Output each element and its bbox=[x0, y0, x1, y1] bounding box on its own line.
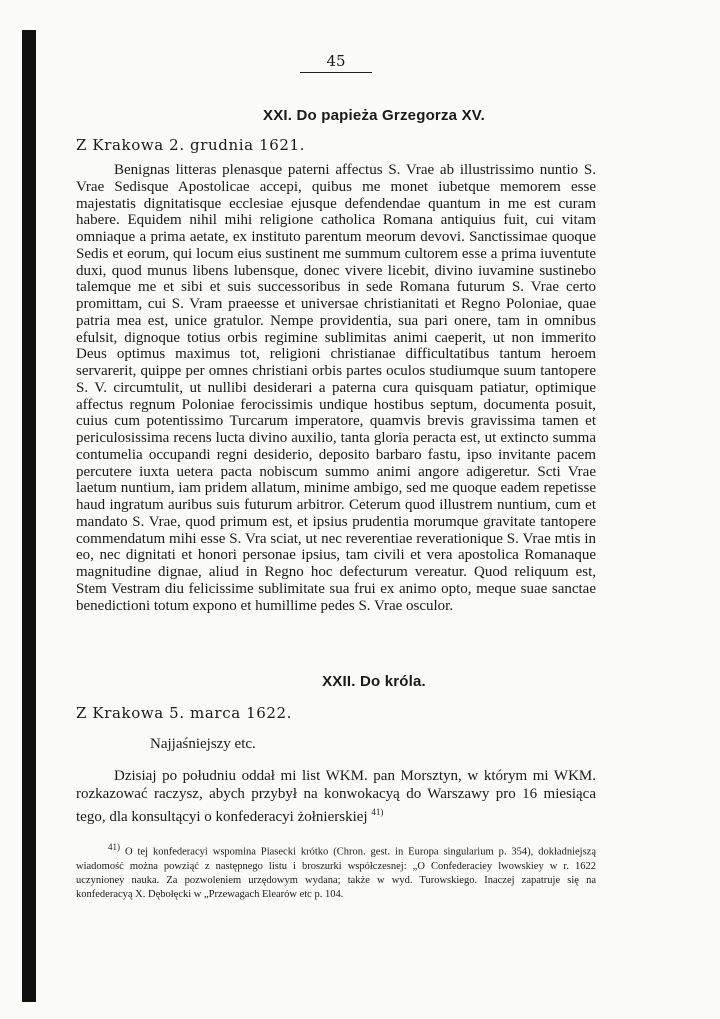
letter-21-heading: XXI. Do papieża Grzegorza XV. bbox=[263, 107, 485, 124]
footnote-reference: 41) bbox=[371, 807, 384, 817]
letter-22-heading: XXII. Do króla. bbox=[322, 673, 426, 690]
letter-22-body-text: Dzisiaj po południu oddał mi list WKM. pan Morsztyn, w którym mi WKM. rozkazować raczysz, abych przybył na konwokacyą do Warszawy pro 16 miesiąca tego, dla konsultącyi o konfederacyi żołnierskiej bbox=[76, 768, 596, 825]
letter-22-body bbox=[76, 767, 596, 826]
scan-edge-bar bbox=[22, 30, 36, 1002]
letter-21-date: Z Krakowa 2. grudnia 1621. bbox=[76, 136, 306, 154]
footnote-text: O tej konfederacyi wspomina Piasecki krótko (Chron. gest. in Europa singularium p. 354), dokładniejszą wiadomość można powziąć z następnego listu i broszurki współczesnej: „O Confederaciey lwowskiey w r. 1622 uczynioney nauka. Za pozwoleniem urzędowym wydana; także w wyd. Turowskiego. Inaczej zapatruje się na konfederacyą X. Dębołęcki w „Przewagach Elearów etc p. 104. bbox=[76, 846, 596, 900]
footnote bbox=[76, 840, 596, 902]
letter-22-date: Z Krakowa 5. marca 1622. bbox=[76, 704, 293, 722]
letter-21-body: Benignas litteras plenasque paterni affectus S. Vrae ab illustrissimo nuntio S. Vrae Sedisque Apostolicae accepi, quibus me monet iubetque memorem esse majestatis dignitatisque ecclesiae ejusque defendendae quantum in me est curam habere. Equidem nihil mihi religione catholica Romana antiquius fuit, cui vitam omniaque a prima aetate, ex instituto parentum meorum devovi. Sanctissimae quoque Sedis et eorum, qui locum eius sustinent me summum cultorem esse a prima iuventute duxi, quod munus libens lubensque, donec vivere licebit, divino iuvamine sustinebo talemque me et sibi et suis successoribus in sede Romana futurum S. Vrae certo promittam, cui S. Vram praeesse et universae christianitati et Regno Poloniae, quae patria mea est, unice gratulor. Nempe providentia, sua pari onere, tam in omnibus efulsit, dignoque totius orbis regimine sublimitas animi caeperit, ut non immerito Deus optimus maximus tot, religioni christianae difficultatibus tantum heroem servarerit, quippe per omnes christiani orbis partes oculos studiumque suum tantopere S. V. circumtulit, ut nullibi desiderari a paterna cura quisquam patiatur, optimique affectus regnum Poloniae ferocissimis undique hostibus septum, documenta posuit, cuius cum potentissimo Turcarum imperatore, quamvis brevis gravissima tamen et periculosissima recens lucta divino auxilio, tanta gloria peracta est, ut extincto summa contumelia occupandi regni desiderio, deposito barbaro fastu, ipso invitante pacem percutere iuxta uetera pacta nobiscum summo animi angore adigeretur. Scti Vrae laetum nuntium, iam pridem allatum, minime ambigo, sed me quoque eadem repetisse haud ingratum auribus suis futurum arbitror. Ceterum quod illustrem nuntium, cum et mandato S. Vrae, quod primum est, et ipsius prudentia morumque gravitate tantopere commendatum mihi esse S. Vra sciat, ut nec reverentiae reverationique S. Vrae mtis in eo, nec dignitati et honori personae ipsius, tam civili et vera apostolica Romanaque magnitudine dignae, aliud in Regno hoc defecturum vereatur. Quod reliquum est, Stem Vestram diu felicissime sublimitate sua frui ex animo opto, meque suae sanctae benedictioni totum expono et humillime pedes S. Vrae osculor. bbox=[76, 162, 596, 614]
page-number: 45 bbox=[300, 52, 372, 73]
footnote-marker: 41) bbox=[108, 842, 120, 852]
letter-22-salutation: Najjaśniejszy etc. bbox=[150, 736, 256, 752]
